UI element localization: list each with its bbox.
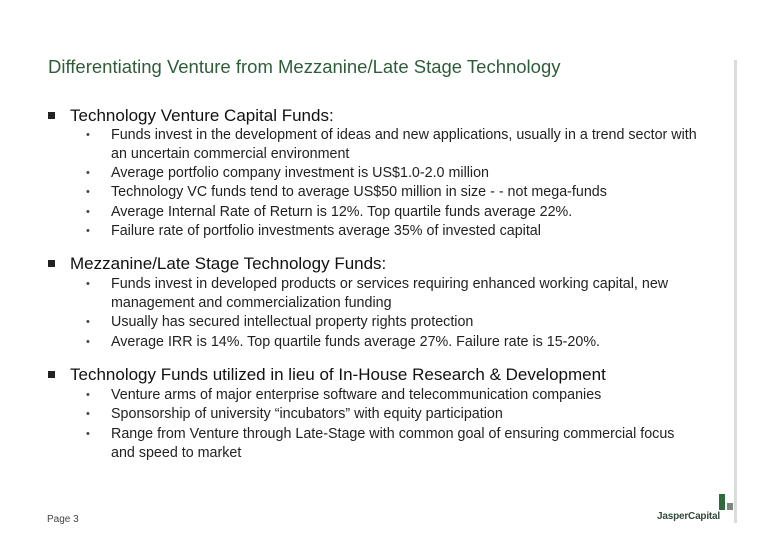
bullet-icon: • — [86, 278, 90, 290]
jasper-capital-logo — [657, 494, 737, 522]
bullet-icon: • — [86, 225, 90, 237]
section-heading: Mezzanine/Late Stage Technology Funds: — [48, 254, 728, 274]
page-number: Page 3 — [47, 514, 79, 525]
bullet-icon: • — [86, 206, 90, 218]
slide: Differentiating Venture from Mezzanine/Late Stage Technology Technology Venture Capital Funds: • Funds invest in the development of ideas and new applications, usually in a trend sector with an uncertain commercial environment • Average portfolio company investment is US$1.0-2.0 million • Technology VC funds tend to average US$50 million in size - - not mega-funds • Average Internal Rate of Return is 12%. Top quartile funds average 22%. • Failure rate of portfolio investments average 35% of invested capital Mezzanine/Late Stage Technology Funds: • Funds invest in developed products or services requiring enhanced working capital, new management and commercialization funding • Usually has secured intellectual property rights protection • Average IRR is 14%. Top quartile funds average 27%. Failure rate is 15-20%. Technology Funds utilized in lieu of In-House Research & Development • Venture arms of major enterprise software and telecommunication companies • Sponsorship of university “incubators” with equity participation • Range from Venture through Late-Stage with common goal of ensuring commercial focus and speed to market Page 3 JasperCapital — [0, 0, 780, 540]
bullet-icon: • — [86, 129, 90, 141]
logo-text: JasperCapital — [657, 511, 720, 522]
section-heading: Technology Venture Capital Funds: — [48, 106, 728, 126]
bullet-icon: • — [86, 408, 90, 420]
bullet-icon: • — [86, 336, 90, 348]
bullet-icon: • — [86, 186, 90, 198]
bullet-icon: • — [86, 316, 90, 328]
bullet-icon: • — [86, 389, 90, 401]
square-bullet-icon — [48, 371, 55, 378]
logo-bar-icon — [719, 494, 725, 510]
bullet-icon: • — [86, 428, 90, 440]
square-bullet-icon — [48, 260, 55, 267]
square-bullet-icon — [48, 112, 55, 119]
slide-title: Differentiating Venture from Mezzanine/Late Stage Technology — [48, 56, 561, 77]
logo-block-icon — [727, 503, 733, 510]
bullet-icon: • — [86, 167, 90, 179]
right-divider — [734, 60, 737, 523]
section-heading: Technology Funds utilized in lieu of In-House Research & Development — [48, 365, 728, 385]
